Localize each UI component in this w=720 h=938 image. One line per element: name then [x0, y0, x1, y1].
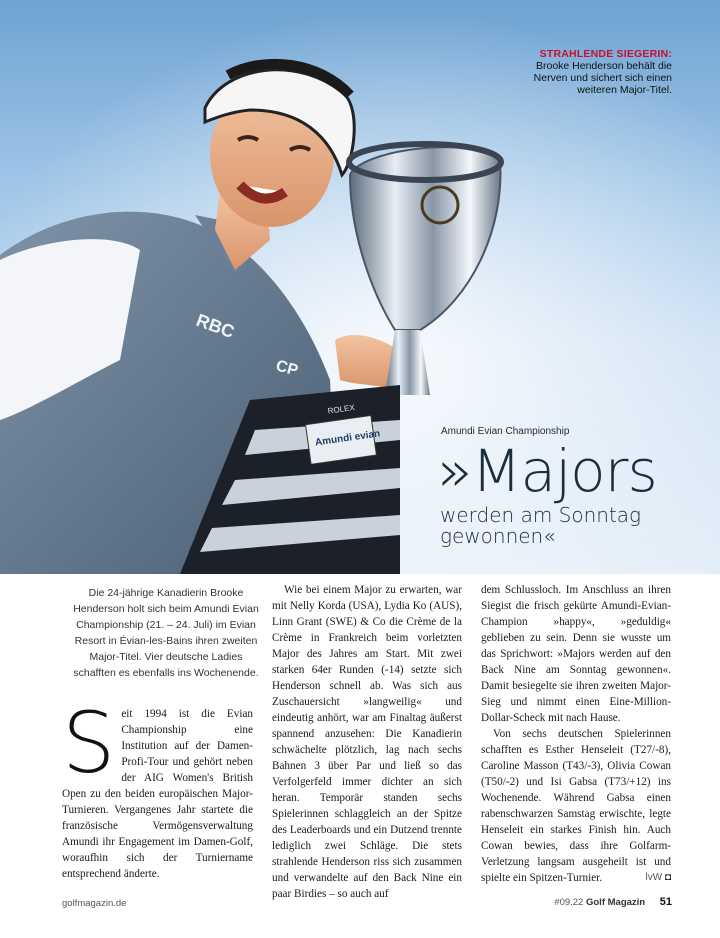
- article-column-2: [272, 582, 462, 902]
- page-number: 51: [659, 896, 672, 908]
- drop-cap: S: [62, 694, 116, 792]
- trophy-brand-text: ROLEX: [327, 402, 356, 416]
- shirt-logo-right: CP: [273, 357, 300, 380]
- article-kicker: Amundi Evian Championship: [441, 426, 570, 437]
- trophy-plaque-text: Amundi evian: [314, 428, 381, 449]
- article-column-3: [481, 582, 671, 886]
- author-initials: lvW: [645, 872, 663, 883]
- footer-magazine: Golf Magazin: [585, 897, 646, 908]
- author-signature: [634, 870, 672, 886]
- footer-issue-info: [554, 896, 672, 908]
- end-mark-icon: ◘: [664, 872, 671, 883]
- column-3-paragraph-2: Von sechs deutschen Spielerinnen schafften es Esther Henseleit (T27/-8), Caroline Masson (T43/-3), Olivia Cowan (T50/-2) und Isi Gabsa (T73/+12) ins Wochenende. Während Gabsa einen rabenschwarzen Samstag erwischte, legte Henseleit ein starkes Finish hin. Auch Cowan bewies, dass ihre Golfarm-Verletzung langsam ausgeheilt ist und spielte ein Spitzen-Turnier.: [481, 728, 671, 884]
- article-lead: Die 24-jährige Kanadierin Brooke Henderson holt sich beim Amundi Evian Championship (21. – 24. Juli) im Evian Resort in Évian-les-Bains ihren zweiten Major-Titel. Vier deutsche Ladies schafften es ebenfalls ins Wochenende.: [73, 587, 259, 679]
- article-column-1: [62, 694, 253, 882]
- column-3-paragraph-1: dem Schlussloch. Im Anschluss an ihren Siegist die frisch gekürte Amundi-Evian-Champion »happy«, »geduldig« geblieben zu sein. Denn sie wusste um das Sprichwort: »Majors werden auf den Back Nine am Sonntag gewonnen«. Damit besiegelte sie ihren zweiten Major-Sieg und nimmt einen Eine-Million-Dollar-Scheck mit nach Hause.: [481, 584, 671, 724]
- shirt-logo-left: RBC: [193, 309, 238, 343]
- caption-label: STRAHLENDE SIEGERIN:: [539, 48, 672, 60]
- footer-issue: #09.22: [554, 897, 584, 908]
- photo-caption: [512, 48, 672, 96]
- column-2-text: Wie bei einem Major zu erwarten, war mit Nelly Korda (USA), Lydia Ko (AUS), Linn Grant (SWE) & Co die Crème de la Crème in Frankreich beim vorletzten Major des Jahres am Start. Mit zwei starken 64er Runden (-14) setzte sich Henderson schnell ab. Was sich aus Zuschauersicht »langweilig« und eindeutig anhört, war am Finaltag äußerst spannend anzusehen: Die Kanadierin schwächelte plötzlich, lag nach sechs Bahnen 3 über Par und ließ so das Verfolgerfeld immer dichter an sich heran. Temporär standen sechs Spielerinnen schlaggleich an der Spitze des Leaderboards und ein Dutzend trennte lediglich zwei Schläge. Die stets strahlende Henderson riss sich zusammen und verwandelte auf den Back Nine ein paar Birdies – so auch auf: [272, 584, 462, 900]
- article-headline: »Majors: [437, 437, 657, 505]
- footer-website: golfmagazin.de: [62, 898, 127, 909]
- article-subhead: werden am Sonntag gewonnen«: [440, 503, 642, 548]
- column-1-text: eit 1994 ist die Evian Championship eine Institution auf der Damen-Profi-Tour und gehört neben der AIG Women's British Open zu den beiden europäischen Major-Turnieren. Vergangenes Jahr startete die französische Vermögensverwaltung Amundi ihr Engagement im Damen-Golf, woraufhin sich der Turniername entsprechend änderte.: [62, 708, 253, 880]
- caption-text: Brooke Henderson behält die Nerven und sichert sich einen weiteren Major-Titel.: [533, 60, 672, 96]
